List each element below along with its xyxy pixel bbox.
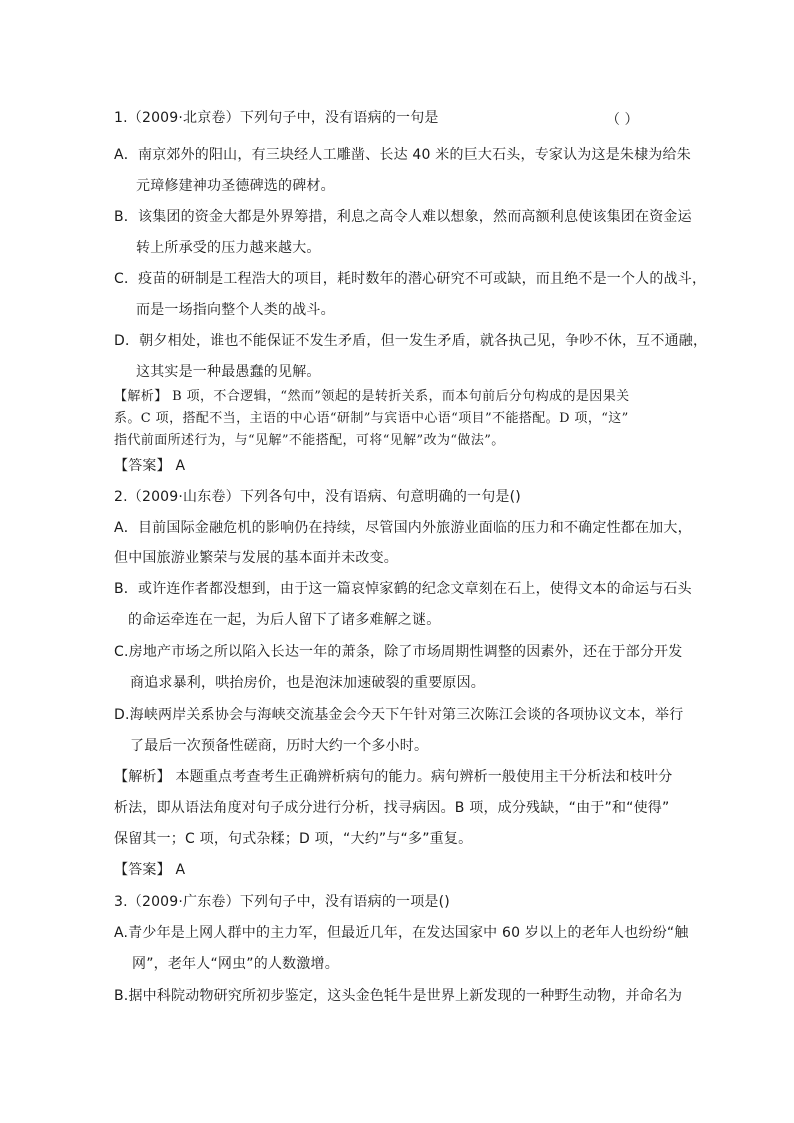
q2-option-b-line1: B．或许连作者都没想到，由于这一篇哀悼家鹤的纪念文章刻在石上，使得文本的命运与石头 [114,581,692,597]
q2-option-b-line2: 的命运牵连在一起，为后人留下了诸多难解之谜。 [128,612,441,628]
q1-option-a-line1: A．南京郊外的阳山，有三块经人工雕凿、长达 40 米的巨大石头，专家认为这是朱棣为给朱 [114,147,691,163]
q2-option-c-line1: C.房地产市场之所以陷入长达一年的萧条，除了市场周期性调整的因素外，还在于部分开发 [114,644,683,660]
q1-analysis-line1: 【解析】 B 项，不合逻辑，“然而”领起的是转折关系，而本句前后分句构成的是因果关 [114,389,630,404]
q1-option-b-line2: 转上所承受的压力越来越大。 [136,240,321,256]
q3-option-b-line1: B.据中科院动物研究所初步鉴定，这头金色牦牛是世界上新发现的一种野生动物，并命名为 [114,988,683,1004]
q1-analysis-line2: 系。C 项，搭配不当，主语的中心语“研制”与宾语中心语“项目”不能搭配。D 项，“这” [114,411,629,426]
q1-option-c-line2: 而是一场指向整个人类的战斗。 [136,302,335,318]
q2-analysis-line2: 析法，即从语法角度对句子成分进行分析，找寻病因。B 项，成分残缺，“由于”和“使得” [114,800,670,816]
q2-option-d-line2: 了最后一次预备性磋商，历时大约一个多小时。 [130,738,429,754]
q1-stem: 1.（2009·北京卷）下列句子中，没有语病的一句是 [114,110,439,126]
q1-option-d-line1: D．朝夕相处，谁也不能保证不发生矛盾，但一发生矛盾，就各执己见，争吵不休，互不通融， [114,333,708,349]
q1-option-c-line1: C．疫苗的研制是工程浩大的项目，耗时数年的潜心研究不可或缺，而且绝不是一个人的战斗， [114,271,707,287]
q3-option-a-line1: A.青少年是上网人群中的主力军，但最近几年，在发达国家中 60 岁以上的老年人也纷纷“触 [114,925,689,941]
q1-answer-blank: （ ） [606,112,639,128]
q1-answer: 【答案】 A [114,458,186,474]
q2-option-d-line1: D.海峡两岸关系协会与海峡交流基金会今天下午针对第三次陈江会谈的各项协议文本，举行 [114,707,684,723]
q2-stem: 2.（2009·山东卷）下列各句中，没有语病、句意明确的一句是() [114,489,521,505]
q2-analysis-line1: 【解析】 本题重点考查考生正确辨析病句的能力。病句辨析一般使用主干分析法和枝叶分 [114,769,673,785]
q2-option-a-line1: A．目前国际金融危机的影响仍在持续，尽管国内外旅游业面临的压力和不确定性都在加大， [114,520,692,536]
q1-option-d-line2: 这其实是一种最愚蠢的见解。 [136,364,321,380]
q1-analysis-line3: 指代前面所述行为，与“见解”不能搭配，可将“见解”改为“做法”。 [114,433,505,448]
q1-option-b-line1: B．该集团的资金大都是外界筹措，利息之高令人难以想象，然而高额利息使该集团在资金运 [114,209,692,225]
q3-option-a-line2: 网”，老年人“网虫”的人数激增。 [132,956,339,972]
q2-option-c-line2: 商追求暴利，哄抬房价，也是泡沫加速破裂的重要原因。 [130,675,485,691]
q2-analysis-line3: 保留其一；C 项，句式杂糅；D 项，“大约”与“多”重复。 [114,831,473,847]
q2-answer: 【答案】 A [114,862,186,878]
q3-stem: 3.（2009·广东卷）下列句子中，没有语病的一项是() [114,894,450,910]
q1-option-a-line2: 元璋修建神功圣德碑选的碑材。 [136,178,335,194]
q2-option-a-line2: 但中国旅游业繁荣与发展的基本面并未改变。 [114,550,398,566]
